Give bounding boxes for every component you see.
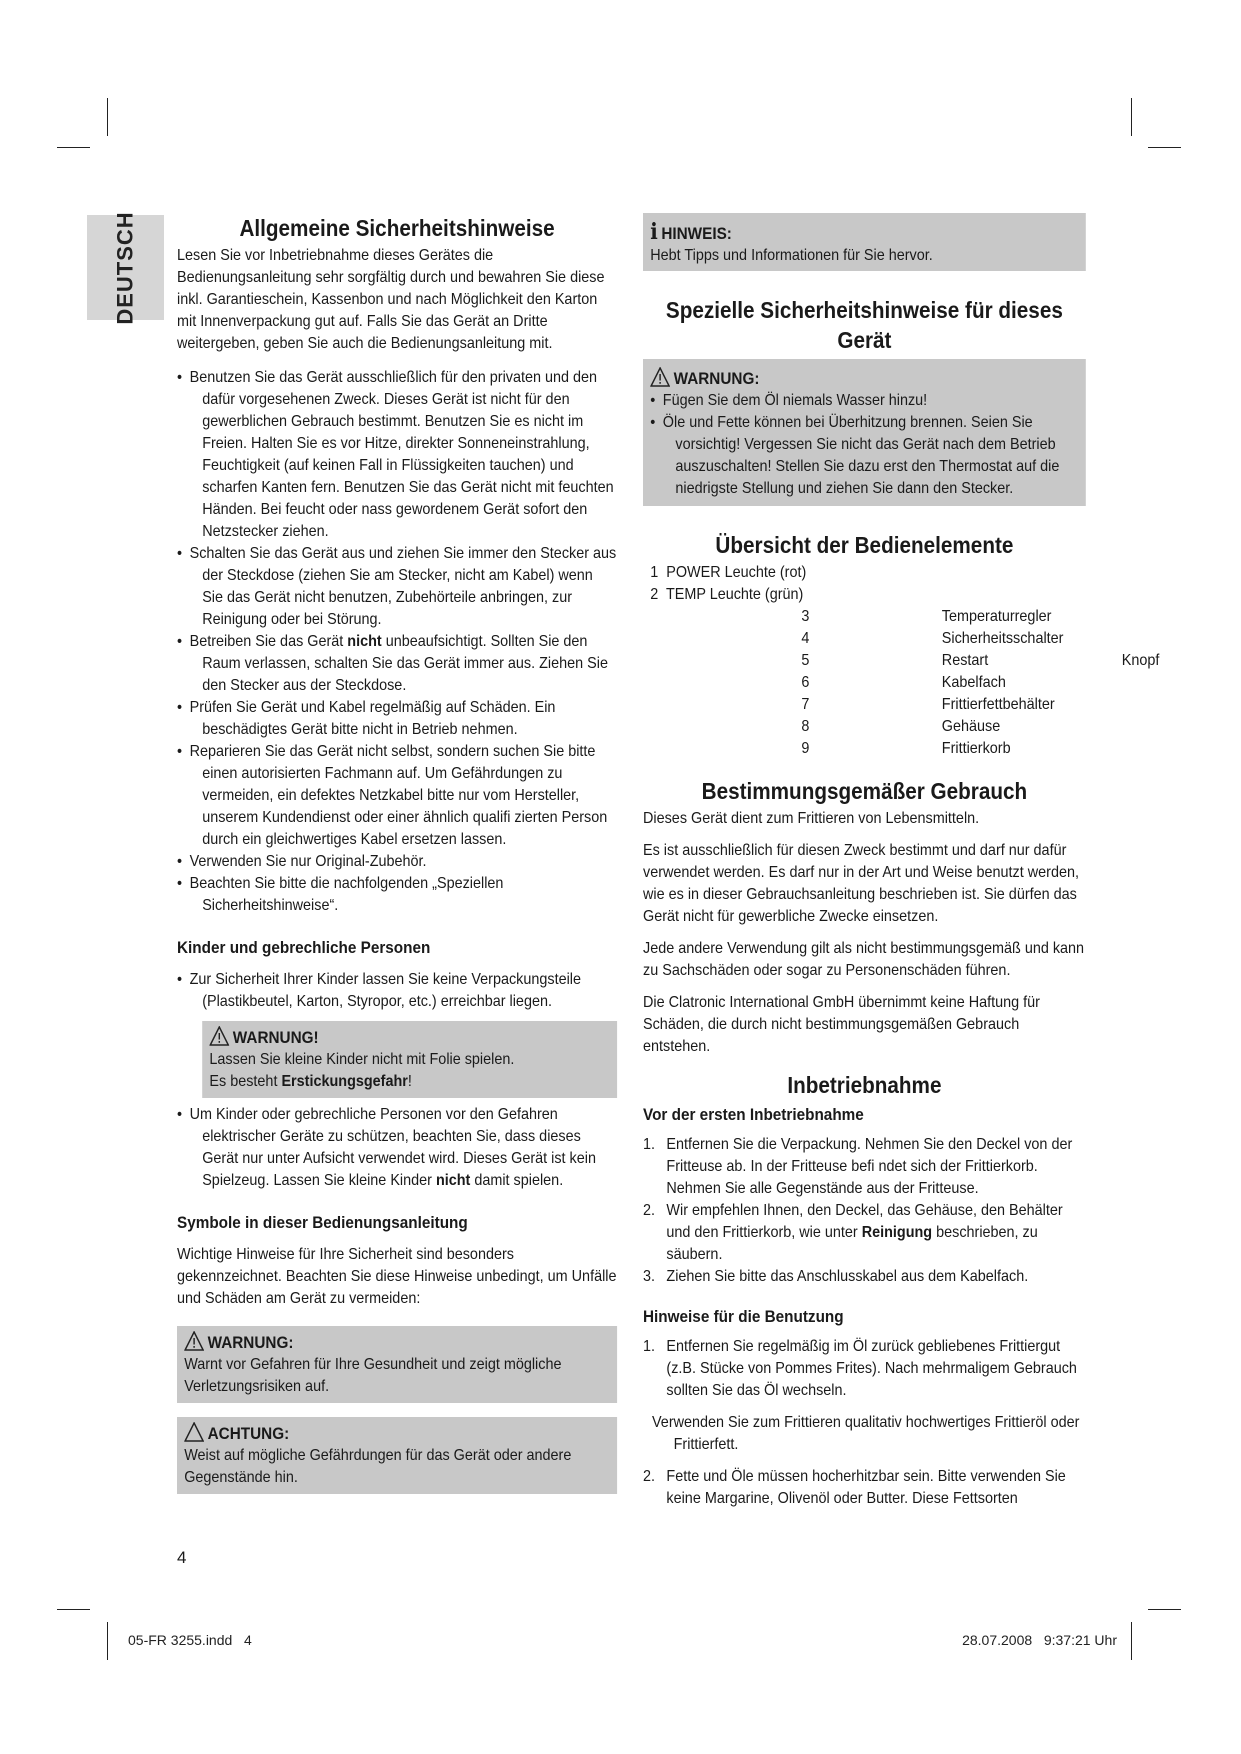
control-row: 7 Frittierfettbehälter xyxy=(801,696,1055,713)
warning-triangle-icon xyxy=(184,1331,204,1351)
paragraph: Dieses Gerät dient zum Frittieren von Lebensmitteln. xyxy=(643,810,980,827)
crop-mark xyxy=(1131,98,1132,136)
list-item: • Verwenden Sie nur Original-Zubehör. xyxy=(177,851,617,873)
crop-mark xyxy=(1148,147,1181,148)
list-item: 1. Entfernen Sie die Verpackung. Nehmen Sie den Deckel von der Fritteuse ab. In der Fritteuse befi ndet sich der Frittierkorb. Nehmen Sie alle Gegenstände aus der Fritteuse. xyxy=(643,1136,1073,1197)
language-tab-label: DEUTSCH xyxy=(112,210,138,325)
usage-note-paragraph: Verwenden Sie zum Frittieren qualitativ hochwertiges Frittieröl oder Frittierfett. xyxy=(652,1414,1080,1453)
list-item: • Öle und Fette können bei Überhitzung brennen. Seien Sie vorsichtig! Vergessen Sie nicht das Gerät nach dem Betrieb auszuschalten! Stellen Sie dazu erst den Thermostat auf die niedrigste Stellung und ziehen Sie dann den Stecker. xyxy=(650,412,1078,500)
crop-mark xyxy=(107,1622,108,1660)
left-column xyxy=(177,213,617,1494)
info-icon: i xyxy=(650,219,658,245)
paragraph: Die Clatronic International GmbH übernimmt keine Haftung für Schäden, die durch nicht bestimmungsgemäßen Gebrauch entstehen. xyxy=(643,994,1040,1055)
list-item: • Fügen Sie dem Öl niemals Wasser hinzu! xyxy=(650,390,1078,412)
control-item: 2 TEMP Leuchte (grün) xyxy=(650,586,804,603)
footer-file-info: 05-FR 3255.indd 4 xyxy=(128,1632,252,1648)
control-row: 9 Frittierkorb xyxy=(801,740,1011,757)
list-item: 3. Ziehen Sie bitte das Anschlusskabel aus dem Kabelfach. xyxy=(643,1268,1029,1285)
crop-mark xyxy=(1148,1609,1181,1610)
controls-list xyxy=(643,562,1160,760)
list-item: • Reparieren Sie das Gerät nicht selbst, sondern suchen Sie bitte einen autorisierten Fachmann auf. Um Gefährdungen zu vermeiden, ein defektes Netzkabel bitte nur vom Hersteller, unserem Kundendienst oder einer ähnlich qualifi zierten Person durch ein gleichwertiges Kabel ersetzen lassen. xyxy=(177,741,617,851)
control-row: 6 Kabelfach xyxy=(801,674,1006,691)
warning-triangle-icon xyxy=(650,367,670,387)
control-item: 1 POWER Leuchte (rot) xyxy=(650,564,807,581)
control-row: 8 Gehäuse xyxy=(801,718,1001,735)
list-item: • Benutzen Sie das Gerät ausschließlich für den privaten und den dafür vorgesehenen Zweck. Dieses Gerät ist nicht für den gewerblichen Gebrauch bestimmt. Benutzen Sie es nicht im Freien. Halten Sie es vor Hitze, direkter Sonneneinstrahlung, Feuchtigkeit (auf keinen Fall in Flüssigkeiten tauchen) und scharfen Kanten fern. Benutzen Sie das Gerät nicht mit feuchten Händen. Bei feucht oder nass gewordenem Gerät sofort den Netzstecker ziehen. xyxy=(177,367,617,543)
before-first-use-heading: Vor der ersten Inbetriebnahme xyxy=(643,1105,864,1124)
children-warning-box xyxy=(202,1021,617,1098)
warning-line: Lassen Sie kleine Kinder nicht mit Folie spielen. xyxy=(209,1051,515,1068)
usage-notes-heading: Hinweise für die Benutzung xyxy=(643,1307,844,1326)
crop-mark xyxy=(57,147,90,148)
list-item: • Um Kinder oder gebrechliche Personen vor den Gefahren elektrischer Geräte zu schützen, beachten Sie, dass dieses Gerät nur unter Aufsicht verwendet wird. Dieses Gerät ist kein Spielzeug. Lassen Sie kleine Kinder nicht damit spielen. xyxy=(177,1104,617,1192)
usage-notes-list xyxy=(643,1336,1086,1402)
footer-timestamp: 28.07.2008 9:37:21 Uhr xyxy=(962,1632,1117,1648)
warning-text: Warnt vor Gefahren für Ihre Gesundheit und zeigt mögliche Verletzungsrisiken auf. xyxy=(184,1356,562,1395)
symbols-heading: Symbole in dieser Bedienungsanleitung xyxy=(177,1213,468,1232)
caution-heading: ACHTUNG: xyxy=(184,1422,610,1445)
crop-mark xyxy=(107,98,108,136)
warning-triangle-icon xyxy=(209,1026,229,1046)
list-item: 1. Entfernen Sie regelmäßig im Öl zurück gebliebenes Frittiergut (z.B. Stücke von Pommes Frites). Nach mehrmaligem Gebrauch sollten Sie das Öl wechseln. xyxy=(643,1338,1077,1399)
list-item: • Schalten Sie das Gerät aus und ziehen Sie immer den Stecker aus der Steckdose (ziehen Sie am Stecker, nicht am Kabel) wenn Sie das Gerät nicht benutzen, Zubehörteile anbringen, zur Reinigung oder bei Störung. xyxy=(177,543,617,631)
children-list-2 xyxy=(177,1104,617,1192)
list-item: • Betreiben Sie das Gerät nicht unbeaufsichtigt. Sollten Sie den Raum verlassen, schalten Sie das Gerät immer aus. Ziehen Sie den Stecker aus der Steckdose. xyxy=(177,631,617,697)
caution-text: Weist auf mögliche Gefährdungen für das Gerät oder andere Gegenstände hin. xyxy=(184,1447,572,1486)
list-item: • Zur Sicherheit Ihrer Kinder lassen Sie keine Verpackungsteile (Plastikbeutel, Karton, Styropor, etc.) erreichbar liegen. xyxy=(177,969,617,1013)
crop-mark xyxy=(1131,1622,1132,1660)
general-safety-title: Allgemeine Sicherheitshinweise xyxy=(239,215,555,241)
intro-paragraph: Lesen Sie vor Inbetriebnahme dieses Gerätes die Bedienungsanleitung sehr sorgfältig durch und bewahren Sie diese inkl. Garantieschein, Kassenbon und nach Möglichkeit den Karton mit Innenverpackung gut auf. Falls Sie das Gerät an Dritte weitergeben, geben Sie auch die Bedienungsanleitung mit. xyxy=(177,247,605,352)
before-first-use-list xyxy=(643,1134,1086,1288)
children-list xyxy=(177,969,617,1013)
list-item: • Prüfen Sie Gerät und Kabel regelmäßig auf Schäden. Ein beschädigtes Gerät bitte nicht in Betrieb nehmen. xyxy=(177,697,617,741)
page-number: 4 xyxy=(177,1548,187,1567)
control-row: 3 Temperaturregler xyxy=(801,608,1052,625)
right-column xyxy=(643,213,1160,1510)
special-warning-box xyxy=(643,359,1086,506)
note-heading: i HINWEIS: xyxy=(650,219,732,245)
list-item: 2. Wir empfehlen Ihnen, den Deckel, das Gehäuse, den Behälter und den Frittierkorb, wie unter Reinigung beschrieben, zu säubern. xyxy=(643,1202,1063,1263)
control-row: 5 Restart Knopf xyxy=(801,652,1160,669)
warning-box xyxy=(177,1326,617,1403)
warning-line: Es besteht Erstickungsgefahr! xyxy=(209,1073,412,1090)
paragraph: Jede andere Verwendung gilt als nicht bestimmungsgemäß und kann zu Sachschäden oder sogar zu Personenschäden führen. xyxy=(643,940,1085,979)
intended-use-title: Bestimmungsgemäßer Gebrauch xyxy=(701,778,1028,804)
symbols-paragraph: Wichtige Hinweise für Ihre Sicherheit sind besonders gekennzeichnet. Beachten Sie diese Hinweise unbedingt, um Unfälle und Schäden am Gerät zu vermeiden: xyxy=(177,1246,617,1307)
paragraph: Es ist ausschließlich für diesen Zweck bestimmt und darf nur dafür verwendet werden. Es darf nur in der Art und Weise benutzt werden, wie es in dieser Gebrauchsanleitung beschrieben ist. Sie dürfen das Gerät nicht für gewerbliche Zwecke einsetzen. xyxy=(643,842,1079,925)
special-safety-title: Spezielle Sicherheitshinweise für dieses Gerät xyxy=(665,297,1063,353)
crop-mark xyxy=(57,1609,90,1610)
language-tab-label-wrap xyxy=(87,210,164,325)
warning-heading: WARNUNG! xyxy=(209,1026,610,1049)
list-item: • Beachten Sie bitte die nachfolgenden „Speziellen Sicherheitshinweise“. xyxy=(177,873,617,917)
control-row: 4 Sicherheitsschalter xyxy=(801,630,1064,647)
note-box xyxy=(643,213,1086,271)
caution-triangle-icon xyxy=(184,1422,204,1442)
commissioning-title: Inbetriebnahme xyxy=(787,1072,942,1098)
usage-notes-list-2 xyxy=(643,1466,1086,1510)
list-item: 2. Fette und Öle müssen hocherhitzbar sein. Bitte verwenden Sie keine Margarine, Olivenöl oder Butter. Diese Fettsorten xyxy=(643,1468,1066,1507)
warning-heading: WARNUNG: xyxy=(184,1331,610,1354)
controls-overview-title: Übersicht der Bedienelemente xyxy=(715,532,1014,558)
warning-heading: WARNUNG: xyxy=(650,367,1078,390)
children-heading: Kinder und gebrechliche Personen xyxy=(177,938,431,957)
safety-list xyxy=(177,367,617,917)
caution-box xyxy=(177,1417,617,1494)
note-text: Hebt Tipps und Informationen für Sie hervor. xyxy=(650,247,933,264)
special-warning-list xyxy=(650,390,1078,500)
